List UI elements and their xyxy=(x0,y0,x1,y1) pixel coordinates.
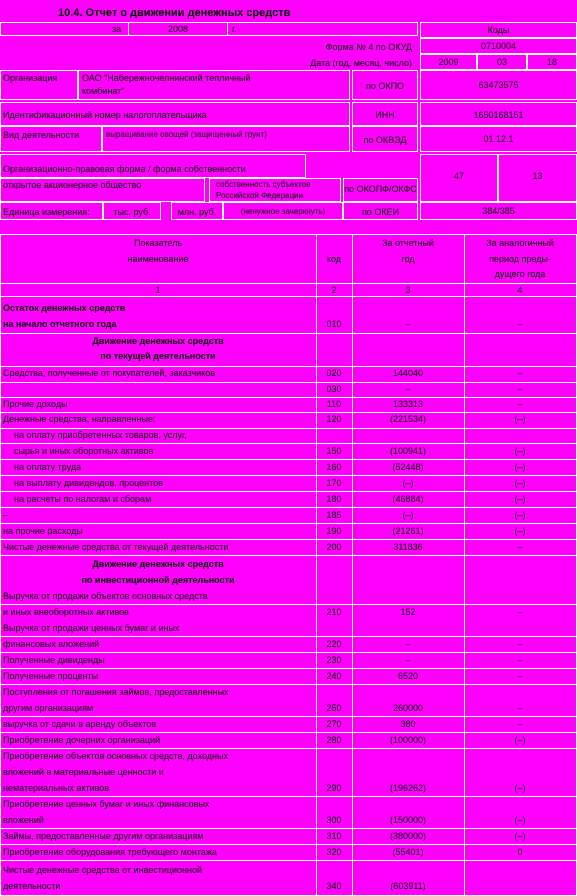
row-label: Денежные средства, направленные: xyxy=(3,414,156,424)
value-current: (55401) xyxy=(392,847,424,857)
legal-form-value: открытое акционерное общество xyxy=(3,180,142,190)
value-current: 260000 xyxy=(392,703,424,713)
col-name-header: наименование xyxy=(127,254,189,264)
row-label: Выручка от продажи ценных бумаг и иных xyxy=(3,623,180,633)
col-prev-header-line1: За аналогичный xyxy=(486,238,554,248)
row-label: – xyxy=(3,510,9,520)
row-code: 270 xyxy=(326,719,342,729)
legal-form-label: Организационно-правовая форма / форма собственности xyxy=(3,164,246,174)
value-current: 6520 xyxy=(397,671,419,681)
row-code: 185 xyxy=(326,510,342,520)
value-current: – xyxy=(405,655,411,665)
row-code: 150 xyxy=(326,446,342,456)
row-code: 280 xyxy=(326,735,342,745)
value-previous: – xyxy=(517,399,523,409)
ownership-value-line1: собственность субъектов xyxy=(216,180,311,189)
row-label: и иных внеоборотных активов xyxy=(3,607,129,617)
col-code-header: код xyxy=(326,254,342,264)
period-suffix: г. xyxy=(232,24,237,34)
value-previous: – xyxy=(517,368,523,378)
value-current: (196262) xyxy=(389,783,427,793)
value-previous: – xyxy=(517,703,523,713)
row-code: 290 xyxy=(326,783,342,793)
value-previous: (–) xyxy=(514,783,526,793)
okopf-code: 47 xyxy=(453,171,464,181)
row-code: 160 xyxy=(326,462,342,472)
inn-short: ИНН xyxy=(375,110,395,120)
okpo-code: 63473575 xyxy=(478,80,519,90)
value-previous: (–) xyxy=(514,510,526,520)
row-label: Приобретение оборудования требующего монтажа xyxy=(3,847,217,857)
section-heading: по текущей деятельности xyxy=(100,351,216,361)
row-code: 180 xyxy=(326,494,342,504)
row-label: выручка от сдачи в аренду объектов xyxy=(3,719,157,729)
period-prefix: за xyxy=(112,24,122,34)
value-current: 144040 xyxy=(392,368,424,378)
row-code: 320 xyxy=(326,847,342,857)
row-code: 170 xyxy=(326,478,342,488)
col-current-header-line2: год xyxy=(401,254,415,264)
section-heading: Движение денежных средств xyxy=(92,559,224,569)
col-prev-header-line2: период преды- xyxy=(489,254,551,264)
row-code: 250 xyxy=(326,703,342,713)
value-previous: (–) xyxy=(514,494,526,504)
value-previous: – xyxy=(517,384,523,394)
row-label: Полученные проценты xyxy=(3,671,99,681)
row-label: на выплату дивидендов, процентов xyxy=(14,478,163,488)
value-current: 133313 xyxy=(392,399,424,409)
okopf-okfs-label: по ОКОПФ/ОКФС xyxy=(344,184,417,194)
value-current: (100941) xyxy=(389,446,427,456)
value-current: 311836 xyxy=(393,542,423,552)
value-current: – xyxy=(405,319,411,329)
col-number-2: 2 xyxy=(331,285,337,295)
row-code: 120 xyxy=(326,414,342,424)
row-label: на оплату труда xyxy=(14,462,82,472)
report-title: 10.4. Отчет о движении денежных средств xyxy=(58,7,291,19)
date-month: 03 xyxy=(496,57,507,67)
row-label: Выручка от продажи объектов основных средств xyxy=(3,591,208,601)
row-code: 010 xyxy=(326,319,342,329)
inn-code: 1650168151 xyxy=(473,110,524,120)
col-number-1: 1 xyxy=(155,285,161,295)
row-code: 110 xyxy=(326,399,342,409)
unit-thousand: тыс. руб. xyxy=(113,207,151,217)
form-label: Форма № 4 по ОКУД xyxy=(325,42,412,52)
row-label: вложений xyxy=(3,815,44,825)
org-name-line1: ОАО "Набережночелнинский тепличный xyxy=(82,73,251,83)
okei-code: 384/385 xyxy=(482,206,515,216)
row-label: Приобретение дочерних организаций xyxy=(3,735,161,745)
value-current: (380000) xyxy=(389,831,427,841)
row-code: 030 xyxy=(326,384,342,394)
okved-label: по ОКВЭД xyxy=(363,135,407,145)
ownership-value-line2: Российской Федерации xyxy=(216,191,303,200)
date-day: 18 xyxy=(546,57,557,67)
row-code: 020 xyxy=(326,368,342,378)
value-current: (21261) xyxy=(392,526,424,536)
value-previous: – xyxy=(517,671,523,681)
inn-label: Идентификационный номер налогоплательщика xyxy=(3,110,207,120)
unit-label: Единица измерения: xyxy=(3,207,90,217)
row-label: Полученные дивиденды xyxy=(3,655,105,665)
section-heading: Движение денежных средств xyxy=(92,336,224,346)
value-current: (–) xyxy=(402,478,414,488)
row-code: 220 xyxy=(326,639,342,649)
value-previous: (–) xyxy=(514,526,526,536)
unit-million: млн. руб. xyxy=(177,207,217,217)
value-current: – xyxy=(405,384,411,394)
row-label: на прочие расходы xyxy=(3,526,83,536)
col-prev-header-line3: дущего года xyxy=(494,269,546,279)
unit-note: (ненужное зачеркнуть) xyxy=(240,207,326,216)
value-previous: – xyxy=(517,542,523,552)
row-label: на оплату приобретенных товаров, услуг, xyxy=(14,430,187,440)
value-current: (52448) xyxy=(392,462,424,472)
value-previous: 0 xyxy=(517,847,523,857)
row-code: 240 xyxy=(326,671,342,681)
row-label: нематериальных активов xyxy=(3,783,110,793)
value-previous: (–) xyxy=(514,446,526,456)
value-previous: – xyxy=(517,319,523,329)
row-label: Приобретение ценных бумаг и иных финансовых xyxy=(3,799,210,809)
org-label: Организация xyxy=(3,73,58,83)
value-previous: (–) xyxy=(514,462,526,472)
row-label: Поступления от погашения займов, предоставленных xyxy=(3,687,229,697)
value-previous: (–) xyxy=(514,735,526,745)
okved-code: 01.12.1 xyxy=(483,134,514,144)
row-label: Остаток денежных средств xyxy=(3,303,126,313)
okfs-code: 13 xyxy=(532,171,543,181)
value-previous: – xyxy=(517,655,523,665)
section-heading: по инвестиционной деятельности xyxy=(81,575,235,585)
value-previous: – xyxy=(517,607,523,617)
date-label: Дата (год, месяц, число) xyxy=(310,58,412,68)
value-current: (46884) xyxy=(392,494,424,504)
value-previous: – xyxy=(517,719,523,729)
col-indicator-header: Показатель xyxy=(133,238,183,248)
row-label: деятельности xyxy=(3,881,61,891)
row-code: 230 xyxy=(326,655,342,665)
row-code: 210 xyxy=(326,607,342,617)
value-current: (–) xyxy=(402,510,414,520)
row-code: 200 xyxy=(326,542,342,552)
row-label: Чистые денежные средства от текущей деятельности xyxy=(3,542,229,552)
row-label: Займы, предоставленные другим организациям xyxy=(3,831,204,841)
value-current: 380 xyxy=(400,719,416,729)
org-name-line2: комбинат" xyxy=(82,86,125,96)
row-label: финансовых вложений xyxy=(3,639,100,649)
value-current: (221534) xyxy=(389,414,427,424)
row-label: другим организациям xyxy=(3,703,94,713)
value-previous: (–) xyxy=(514,831,526,841)
row-label: Приобретение объектов основных средств, доходных xyxy=(3,751,228,761)
col-number-4: 4 xyxy=(517,285,523,295)
row-label: на расчеты по налогам и сборам xyxy=(14,494,152,504)
date-year: 2009 xyxy=(438,57,459,67)
form-code: 0710004 xyxy=(480,41,517,51)
value-previous: (–) xyxy=(514,815,526,825)
value-current: (150000) xyxy=(389,815,427,825)
activity-label: Вид деятельности xyxy=(3,130,80,140)
row-label: на начало отчетного года xyxy=(3,319,117,329)
okei-label: по ОКЕИ xyxy=(361,207,400,217)
period-year: 2008 xyxy=(167,24,189,34)
value-current: – xyxy=(405,639,411,649)
row-label: сырья и иных оборотных активов xyxy=(14,446,154,456)
row-label: Прочие доходы xyxy=(3,399,68,409)
codes-label: Коды xyxy=(487,25,510,35)
row-code: 300 xyxy=(326,815,342,825)
row-label: Чистые денежные средства от инвестиционной xyxy=(3,865,203,875)
value-current: (100000) xyxy=(389,735,427,745)
value-previous: (–) xyxy=(514,414,526,424)
col-current-header-line1: За отчетный xyxy=(382,238,434,248)
value-previous: (–) xyxy=(514,478,526,488)
col-number-3: 3 xyxy=(405,285,411,295)
row-code: 340 xyxy=(326,881,342,891)
row-label: Средства, полученные от покупателей, заказчиков xyxy=(3,368,215,378)
value-current: 152 xyxy=(400,607,416,617)
value-previous: – xyxy=(517,639,523,649)
value-current: (603911) xyxy=(390,881,426,891)
row-label: вложений в материальные ценности и xyxy=(3,767,164,777)
okpo-label: по ОКПО xyxy=(365,81,405,91)
activity-value: выращивание овощей (защищенный грунт) xyxy=(106,130,267,139)
row-code: 310 xyxy=(326,831,342,841)
row-code: 190 xyxy=(326,526,342,536)
